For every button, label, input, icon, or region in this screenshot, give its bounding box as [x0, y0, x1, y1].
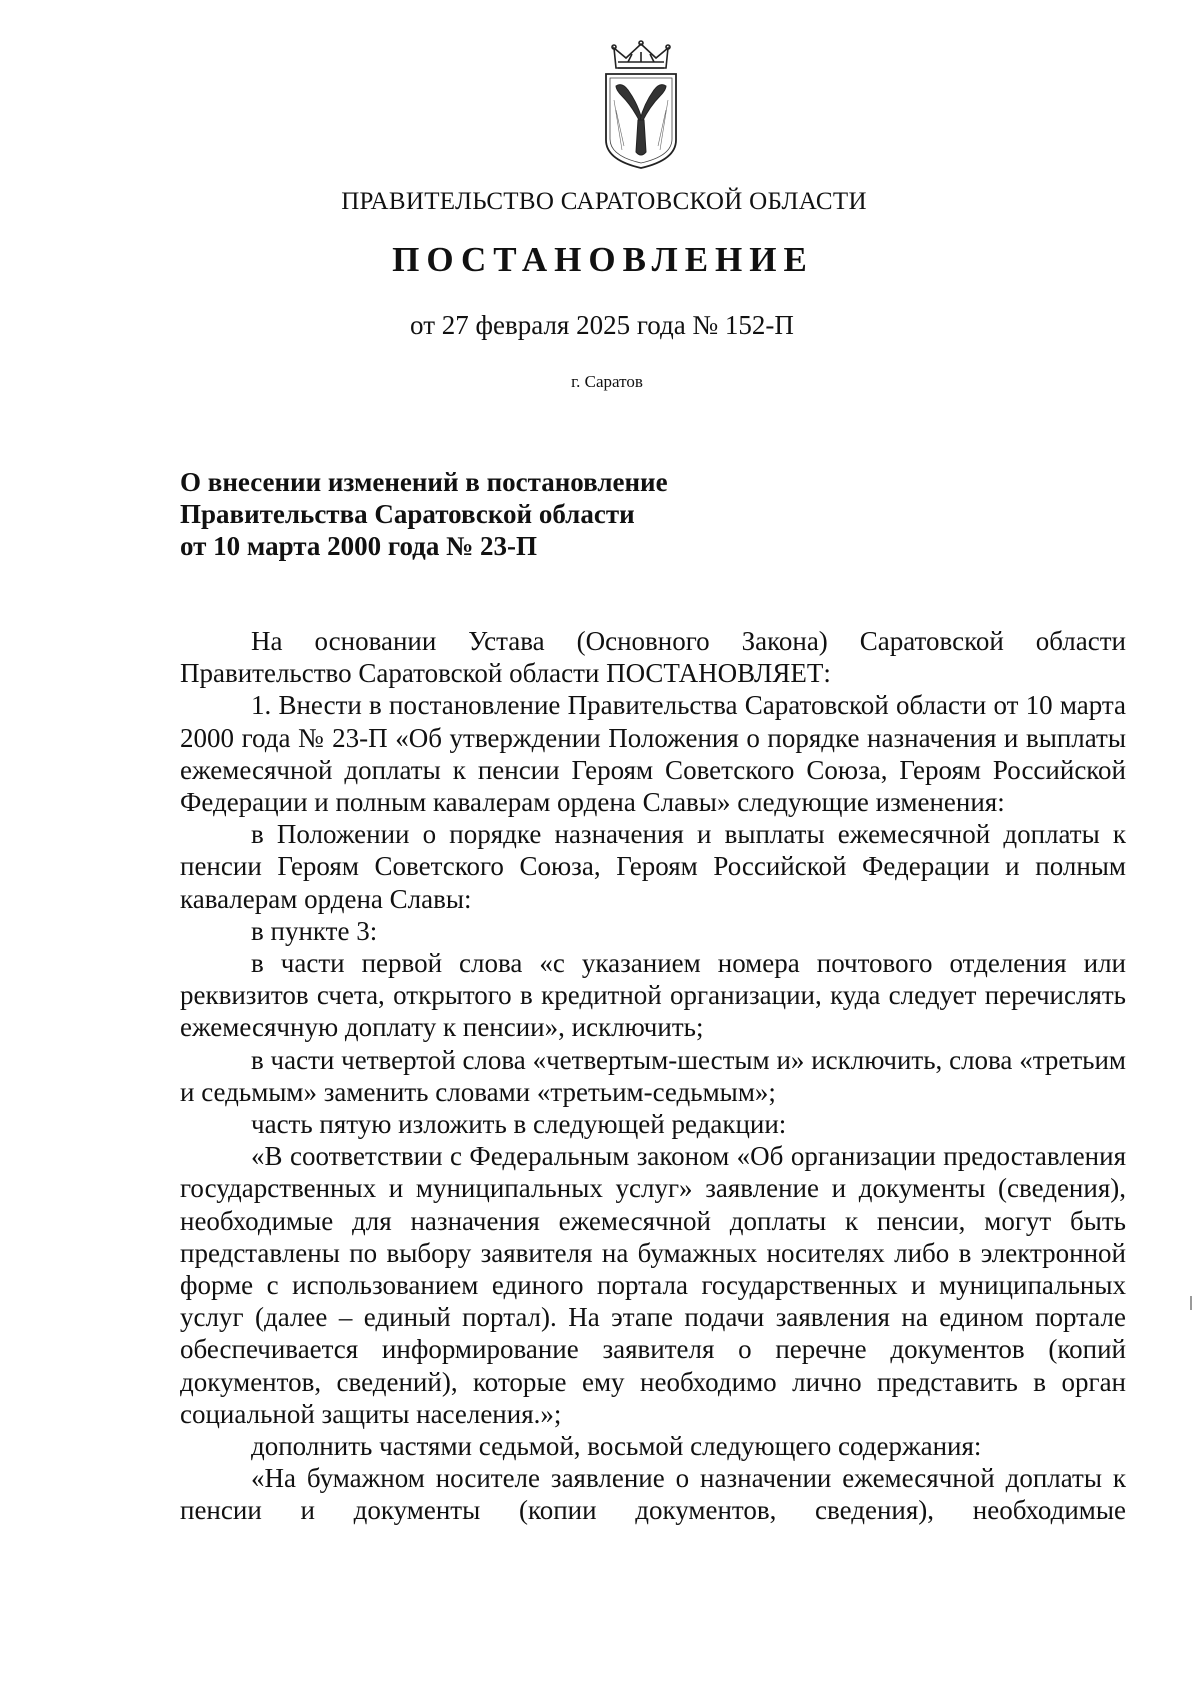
body-paragraph: в пункте 3:	[251, 915, 378, 946]
body-paragraph: часть пятую изложить в следующей редакции:	[251, 1109, 787, 1140]
body-paragraph: в Положении о порядке назначения и выплаты ежемесячной доплаты к пенсии Героям Советского Союза, Героям Российской Федерации и полным кавалерам ордена Славы:	[180, 819, 1126, 914]
document-city: г. Саратов	[571, 372, 643, 391]
body-paragraph: в части первой слова «с указанием номера почтового отделения или реквизитов счета, открытого в кредитной организации, куда следует перечислять ежемесячную доплату к пенсии», исключить;	[180, 948, 1126, 1043]
document-body	[180, 625, 1126, 1527]
document-title-line: от 10 марта 2000 года № 23-П	[180, 531, 537, 561]
body-paragraph: в части четвертой слова «четвертым-шестым и» исключить, слова «третьим и седьмым» заменить словами «третьим-седьмым»;	[180, 1044, 1126, 1107]
body-paragraph: На основании Устава (Основного Закона) Саратовской области Правительство Саратовской области ПОСТАНОВЛЯЕТ:	[180, 626, 1126, 689]
organization-name: ПРАВИТЕЛЬСТВО САРАТОВСКОЙ ОБЛАСТИ	[341, 188, 867, 215]
body-paragraph: 1. Внести в постановление Правительства Саратовской области от 10 марта 2000 года № 23-П «Об утверждении Положения о порядке назначения и выплаты ежемесячной доплаты к пенсии Героям Советского Союза, Героям Российской Федерации и полным кавалерам ордена Славы» следующие изменения:	[180, 690, 1126, 818]
body-paragraph: дополнить частями седьмой, восьмой следующего содержания:	[251, 1431, 982, 1462]
document-date-number: от 27 февраля 2025 года № 152-П	[410, 310, 794, 340]
saratov-coat-of-arms-icon	[602, 40, 680, 170]
document-title	[180, 466, 668, 562]
document-type: ПОСТАНОВЛЕНИЕ	[392, 240, 814, 279]
body-paragraph: «В соответствии с Федеральным законом «Об организации предоставления государственных и муниципальных услуг» заявление и документы (сведения), необходимые для назначения ежемесячной доплаты к пенсии, могут быть представлены по выбору заявителя на бумажных носителях либо в электронной форме с использованием единого портала государственных и муниципальных услуг (далее – единый портал). На этапе подачи заявления на едином портале обеспечивается информирование заявителя о перечне документов (копий документов, сведений), которые ему необходимо лично представить в орган социальной защиты населения.»;	[180, 1141, 1126, 1429]
body-paragraph: «На бумажном носителе заявление о назначении ежемесячной доплаты к пенсии и документы (копии документов, сведения), необходимые	[180, 1463, 1126, 1526]
document-title-line: Правительства Саратовской области	[180, 499, 635, 529]
document-title-line: О внесении изменений в постановление	[180, 467, 668, 497]
scan-edge-mark	[1190, 1296, 1192, 1310]
